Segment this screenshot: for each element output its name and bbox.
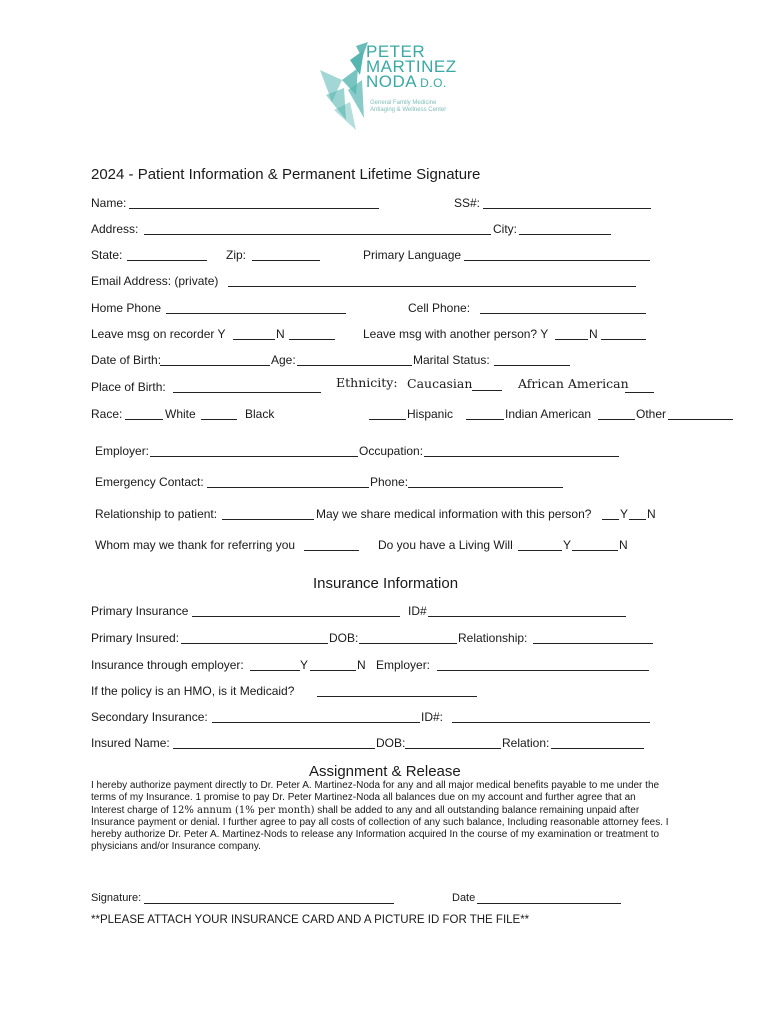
- living-will-yes-field[interactable]: [518, 550, 562, 551]
- emergency-contact-field[interactable]: [207, 487, 369, 488]
- address-field[interactable]: [144, 234, 491, 235]
- indian-american-label: Indian American: [505, 407, 592, 421]
- signature-label: Signature:: [91, 892, 142, 904]
- through-employer-no-label: N: [357, 658, 366, 672]
- ssn-label: SS#:: [454, 196, 481, 210]
- recorder-no-field[interactable]: [289, 339, 335, 340]
- emergency-phone-label: Phone:: [370, 475, 409, 489]
- through-employer-yes-label: Y: [300, 658, 309, 672]
- share-no-field[interactable]: [629, 519, 646, 520]
- zip-label: Zip:: [226, 248, 247, 262]
- secondary-insurance-label: Secondary Insurance:: [91, 710, 208, 724]
- logo-suffix: D.O.: [420, 76, 447, 90]
- logo-noda: NODA: [366, 72, 418, 91]
- primary-insured-dob-field[interactable]: [359, 643, 457, 644]
- zip-field[interactable]: [252, 260, 320, 261]
- person-no-field[interactable]: [601, 339, 646, 340]
- primary-id-field[interactable]: [428, 616, 626, 617]
- date-field[interactable]: [477, 903, 621, 904]
- emergency-contact-label: Emergency Contact:: [95, 475, 204, 489]
- secondary-id-label: ID#:: [421, 710, 444, 724]
- cell-phone-label: Cell Phone:: [408, 301, 471, 315]
- signature-field[interactable]: [144, 903, 394, 904]
- through-employer-no-field[interactable]: [310, 670, 356, 671]
- occupation-field[interactable]: [424, 456, 619, 457]
- through-employer-yes-field[interactable]: [250, 670, 300, 671]
- date-label: Date: [452, 892, 476, 904]
- insured-name-field[interactable]: [173, 748, 375, 749]
- insured-name-label: Insured Name:: [91, 736, 170, 750]
- primary-insurance-field[interactable]: [192, 616, 400, 617]
- home-phone-label: Home Phone: [91, 301, 162, 315]
- hmo-medicaid-label: If the policy is an HMO, is it Medicaid?: [91, 684, 295, 698]
- logo-tagline-2: Antiaging & Wellness Center: [370, 107, 447, 113]
- white-label: White: [165, 407, 196, 421]
- logo-tagline-1: General Family Medicine: [370, 100, 437, 106]
- ethnicity-label: Ethnicity:: [336, 375, 398, 390]
- clinic-logo-text: [366, 44, 457, 91]
- black-label: Black: [245, 407, 275, 421]
- state-field[interactable]: [127, 260, 207, 261]
- interest-rate: 12% annum (1% per month): [171, 804, 315, 816]
- insurance-through-employer-label: Insurance through employer:: [91, 658, 244, 672]
- black-field[interactable]: [201, 419, 237, 420]
- address-label: Address:: [91, 222, 139, 236]
- insured-dob-label: DOB:: [376, 736, 406, 750]
- logo-line-3: [366, 74, 457, 91]
- primary-insured-label: Primary Insured:: [91, 631, 180, 645]
- secondary-id-field[interactable]: [452, 722, 650, 723]
- city-field[interactable]: [519, 234, 611, 235]
- primary-insurance-label: Primary Insurance: [91, 604, 189, 618]
- insurance-employer-label: Employer:: [376, 658, 431, 672]
- referral-field[interactable]: [304, 550, 359, 551]
- share-yes-field[interactable]: [602, 519, 619, 520]
- leave-msg-person-label: Leave msg with another person? Y: [363, 327, 549, 341]
- name-field[interactable]: [129, 208, 379, 209]
- place-of-birth-label: Place of Birth:: [91, 380, 166, 394]
- african-american-label: African American: [518, 376, 629, 391]
- assignment-text: [91, 780, 671, 854]
- living-will-no-label: N: [619, 538, 628, 552]
- relationship-to-patient-field[interactable]: [222, 519, 314, 520]
- dob-field[interactable]: [160, 365, 270, 366]
- primary-insured-field[interactable]: [181, 643, 328, 644]
- race-label: Race:: [91, 407, 123, 421]
- city-label: City:: [493, 222, 517, 236]
- other-field[interactable]: [598, 419, 635, 420]
- insurance-heading: Insurance Information: [313, 575, 459, 592]
- share-no-label: N: [647, 507, 656, 521]
- share-info-label: May we share medical information with this person?: [316, 507, 592, 521]
- white-field[interactable]: [125, 419, 163, 420]
- primary-language-label: Primary Language: [363, 248, 462, 262]
- form-title: 2024 - Patient Information & Permanent Lifetime Signature: [91, 166, 481, 183]
- referral-label: Whom may we thank for referring you: [95, 538, 296, 552]
- other-label: Other: [636, 407, 667, 421]
- primary-id-label: ID#: [408, 604, 427, 618]
- primary-language-field[interactable]: [464, 260, 650, 261]
- home-phone-field[interactable]: [166, 313, 346, 314]
- dob-label: Date of Birth:: [91, 353, 162, 367]
- living-will-no-field[interactable]: [572, 550, 618, 551]
- living-will-label: Do you have a Living Will: [378, 538, 513, 552]
- age-label: Age:: [271, 353, 296, 367]
- place-of-birth-field[interactable]: [173, 392, 321, 393]
- age-field[interactable]: [297, 365, 412, 366]
- logo-tagline: [370, 100, 470, 114]
- insured-dob-field[interactable]: [405, 748, 501, 749]
- living-will-yes-label: Y: [563, 538, 572, 552]
- hispanic-field[interactable]: [369, 419, 406, 420]
- name-label: Name:: [91, 196, 127, 210]
- insurance-employer-field[interactable]: [437, 670, 649, 671]
- caucasian-label: Caucasian: [407, 376, 473, 391]
- relation-label: Relation:: [502, 736, 550, 750]
- logo-line-1: PETER: [366, 42, 426, 61]
- assignment-heading: Assignment & Release: [309, 763, 461, 780]
- relationship-field[interactable]: [533, 643, 653, 644]
- state-label: State:: [91, 248, 123, 262]
- relation-field[interactable]: [551, 748, 644, 749]
- share-yes-label: Y: [620, 507, 629, 521]
- other-specify-field[interactable]: [668, 419, 733, 420]
- assignment-text-b: shall be added to any and all outstanding balance remaining unpaid after Insurance payment or denial. I further agree to pay all costs of collection of any such balance, Including reasonable attorney fees. I hereby authorize Dr. Peter A. Martinez-Nods to release any Information acquired In the course of my examination or treatment to physicians and/or Insurance company.: [91, 804, 669, 853]
- occupation-label: Occupation:: [359, 444, 424, 458]
- email-label: Email Address: (private): [91, 274, 219, 288]
- cell-phone-field[interactable]: [480, 313, 646, 314]
- relationship-to-patient-label: Relationship to patient:: [95, 507, 218, 521]
- indian-american-field[interactable]: [466, 419, 504, 420]
- hispanic-label: Hispanic: [407, 407, 454, 421]
- assignment-text-a: I hereby authorize payment directly to Dr. Peter A. Martinez-Noda for any and all major medical benefits payable to me under the terms of my Insurance. 1 promise to pay Dr. Peter Martinez-Noda all balances due on my account and further agree that an Interest charge of: [91, 780, 660, 816]
- person-yes-field[interactable]: [555, 339, 588, 340]
- leave-msg-recorder-label: Leave msg on recorder Y: [91, 327, 226, 341]
- relationship-label: Relationship:: [458, 631, 528, 645]
- recorder-no-label: N: [276, 327, 285, 341]
- secondary-insurance-field[interactable]: [212, 722, 420, 723]
- marital-status-field[interactable]: [494, 365, 570, 366]
- footer-notice: **PLEASE ATTACH YOUR INSURANCE CARD AND A PICTURE ID FOR THE FILE**: [91, 914, 530, 926]
- email-field[interactable]: [228, 286, 636, 287]
- employer-label: Employer:: [95, 444, 150, 458]
- caucasian-field[interactable]: [472, 390, 502, 391]
- person-no-label: N: [589, 327, 598, 341]
- ssn-field[interactable]: [483, 208, 651, 209]
- recorder-yes-field[interactable]: [233, 339, 275, 340]
- hmo-medicaid-field[interactable]: [317, 696, 477, 697]
- logo-line-2: MARTINEZ: [366, 57, 457, 76]
- employer-field[interactable]: [150, 456, 358, 457]
- primary-insured-dob-label: DOB:: [329, 631, 359, 645]
- marital-status-label: Marital Status:: [413, 353, 490, 367]
- emergency-phone-field[interactable]: [408, 487, 563, 488]
- african-american-field[interactable]: [625, 392, 654, 393]
